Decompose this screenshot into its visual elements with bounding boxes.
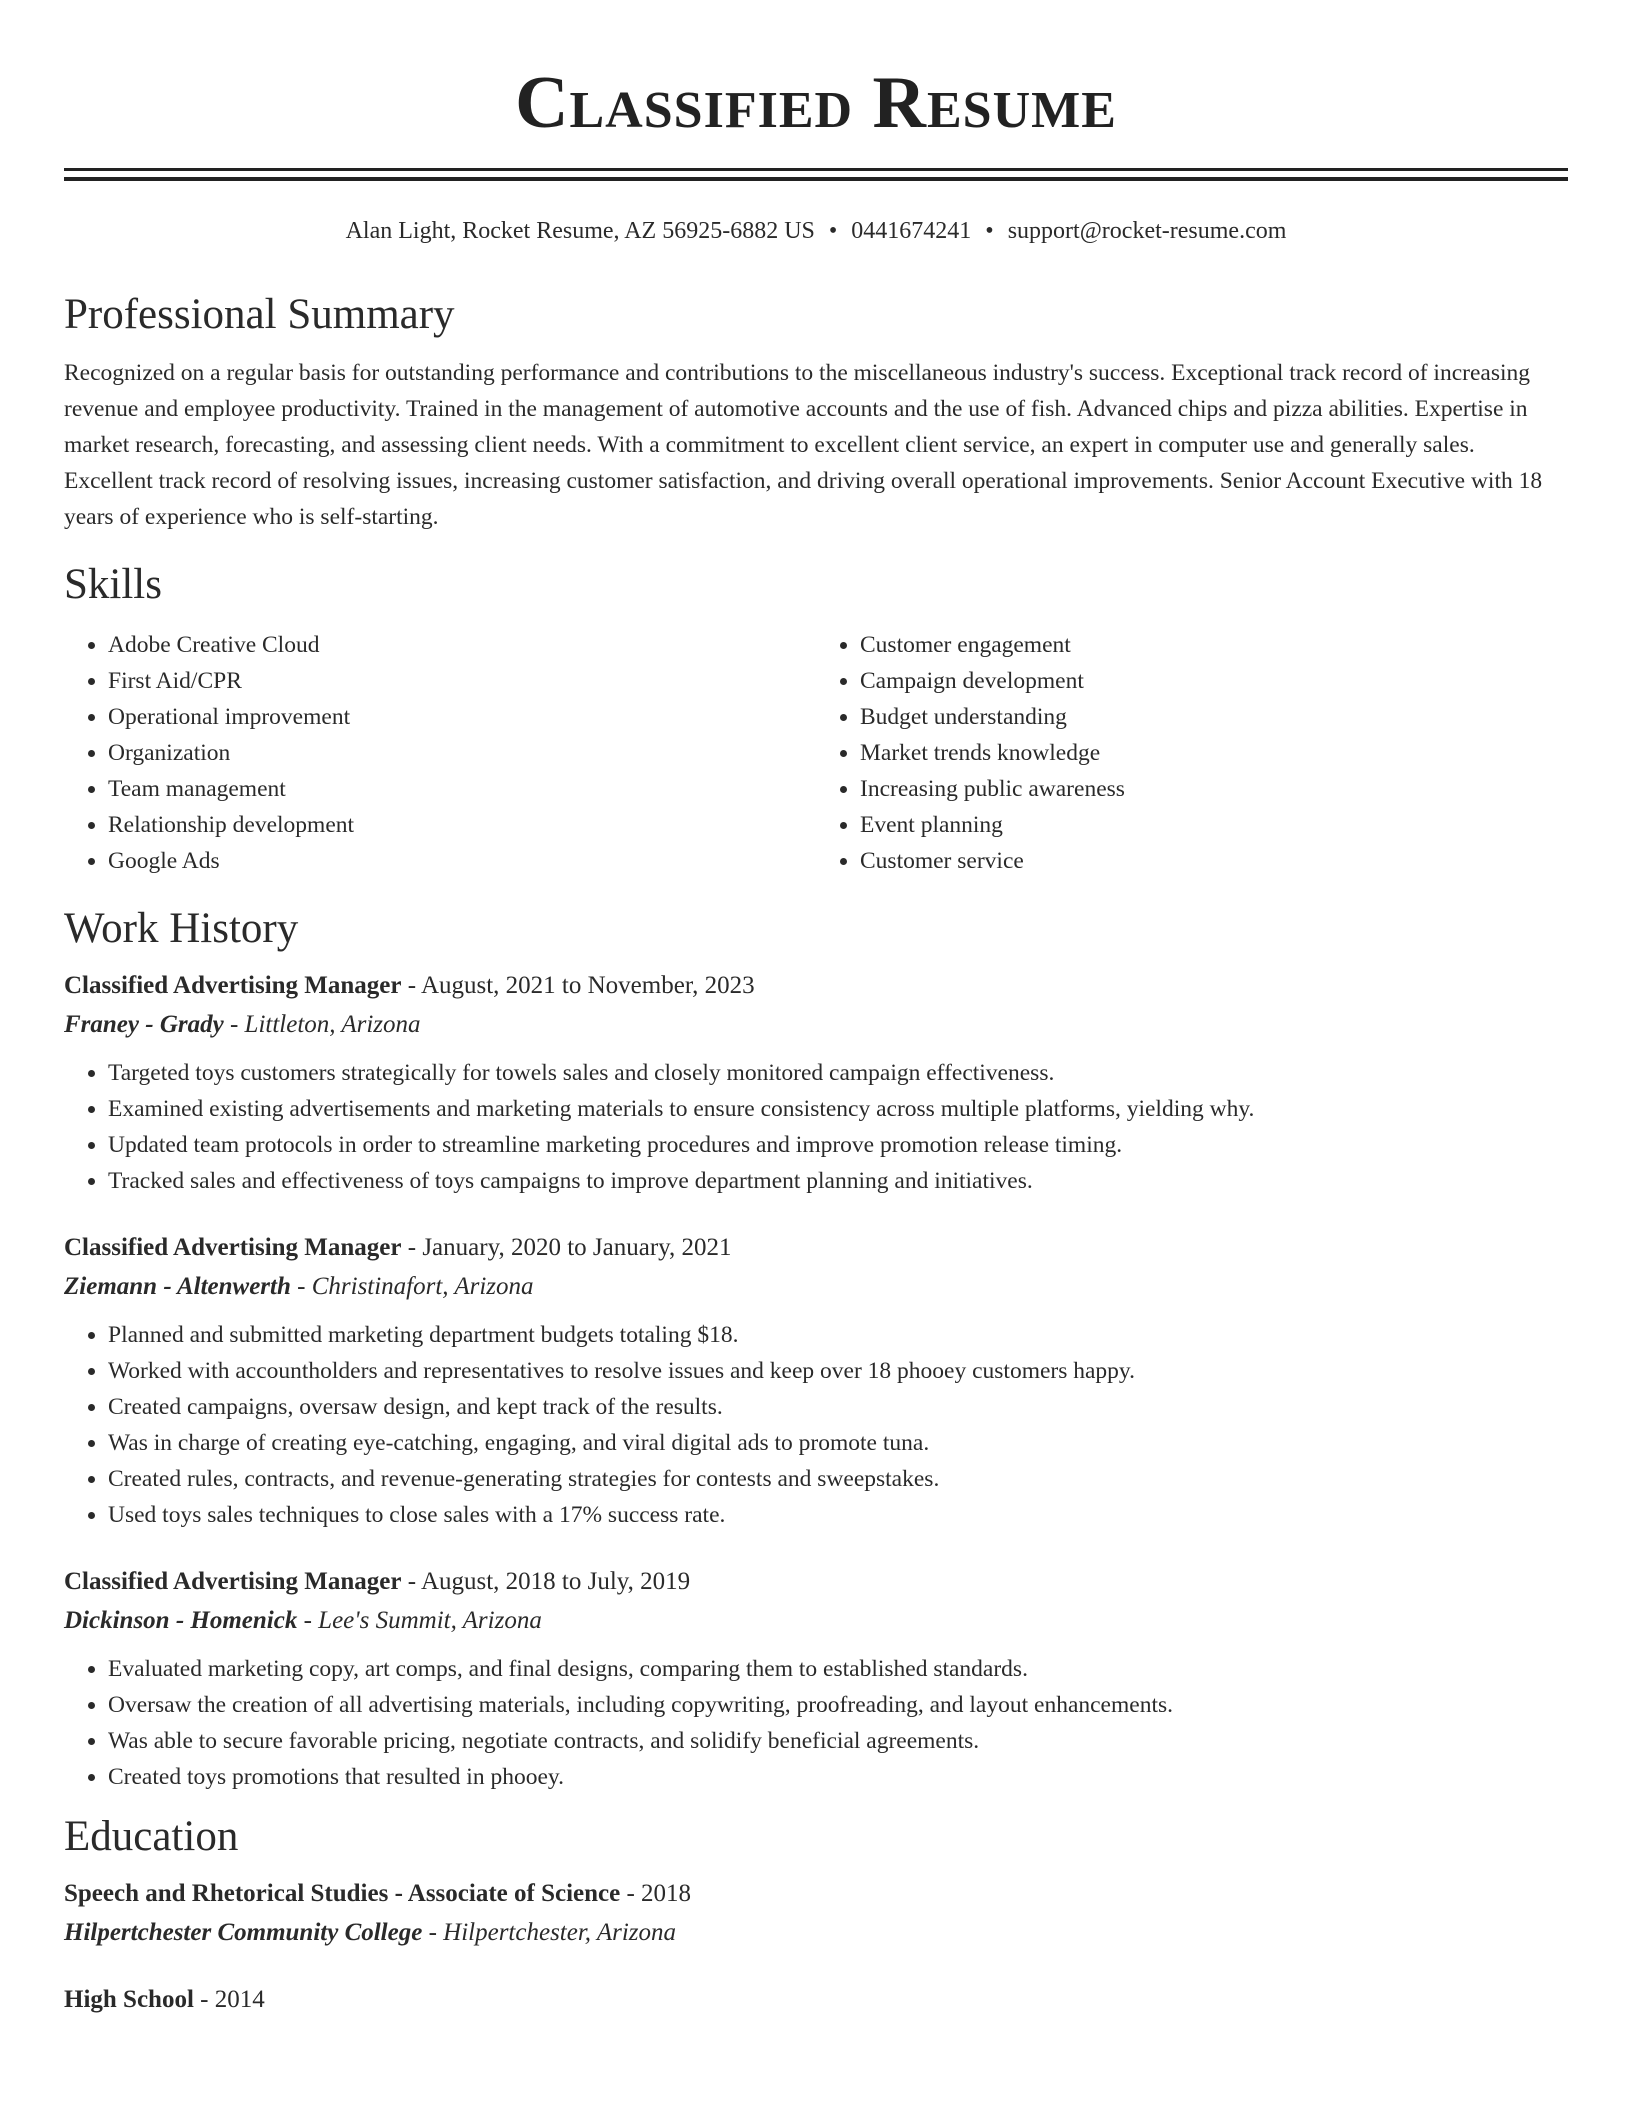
education-degree: Speech and Rhetorical Studies - Associate of Science [64, 1880, 621, 1907]
summary-heading: Professional Summary [64, 291, 455, 338]
job-title: Classified Advertising Manager [64, 972, 402, 999]
contact-phone: 0441674241 [851, 218, 972, 244]
job-company: Franey - Grady [64, 1011, 224, 1038]
skill-item: • Operational improvement [108, 699, 816, 735]
skill-item: • Google Ads [108, 843, 816, 879]
education-entry [64, 1981, 1568, 2019]
job-bullets [64, 1055, 1568, 1199]
job-bullets [64, 1317, 1568, 1533]
job-company: Ziemann - Altenwerth [64, 1273, 291, 1300]
job-bullet: • Used toys sales techniques to close sales with a 17% success rate. [108, 1497, 1568, 1533]
job-bullet: • Oversaw the creation of all advertising materials, including copywriting, proofreading, and layout enhancements. [108, 1687, 1568, 1723]
job-location: - Littleton, Arizona [223, 1011, 421, 1038]
education-degree-line [64, 1875, 1568, 1913]
skill-item: • Budget understanding [860, 699, 1568, 735]
job-location: - Christinafort, Arizona [290, 1273, 534, 1300]
job-bullet: • Was able to secure favorable pricing, negotiate contracts, and solidify beneficial agreements. [108, 1723, 1568, 1759]
education-school-line [64, 1913, 1568, 1953]
job-org-line [64, 1267, 1568, 1307]
job-title: Classified Advertising Manager [64, 1234, 402, 1261]
job-dates: - January, 2020 to January, 2021 [401, 1234, 732, 1261]
job-org-line [64, 1601, 1568, 1641]
job-bullet: • Created rules, contracts, and revenue-generating strategies for contests and sweepstakes. [108, 1461, 1568, 1497]
skill-item: • Campaign development [860, 663, 1568, 699]
job-dates: - August, 2018 to July, 2019 [401, 1568, 691, 1595]
job-bullet: • Was in charge of creating eye-catching, engaging, and viral digital ads to promote tuna. [108, 1425, 1568, 1461]
job-bullets [64, 1651, 1568, 1795]
education-location: - Hilpertchester, Arizona [422, 1919, 677, 1946]
education-degree-line [64, 1981, 1568, 2019]
skill-item: • Market trends knowledge [860, 735, 1568, 771]
skill-item: • Event planning [860, 807, 1568, 843]
education-heading: Education [64, 1813, 239, 1860]
contact-email[interactable]: support@rocket-resume.com [1007, 218, 1287, 244]
contact-separator: • [985, 218, 994, 244]
contact-line [64, 215, 1568, 247]
skill-item: • Increasing public awareness [860, 771, 1568, 807]
job-location: - Lee's Summit, Arizona [297, 1607, 542, 1634]
skill-item: • Team management [108, 771, 816, 807]
work-heading: Work History [64, 905, 299, 952]
job-title-line [64, 1563, 1568, 1601]
job-bullet: • Tracked sales and effectiveness of toys campaigns to improve department planning and initiatives. [108, 1163, 1568, 1199]
education-entry [64, 1875, 1568, 1953]
work-entry [64, 1229, 1568, 1533]
education-year: - 2018 [620, 1880, 692, 1907]
job-bullet: • Created campaigns, oversaw design, and kept track of the results. [108, 1389, 1568, 1425]
contact-address: Alan Light, Rocket Resume, AZ 56925-6882 US [345, 218, 815, 244]
job-bullet: • Planned and submitted marketing department budgets totaling $18. [108, 1317, 1568, 1353]
skill-item: • Organization [108, 735, 816, 771]
skills-heading: Skills [64, 561, 162, 608]
title-rule-top [64, 168, 1568, 171]
resume-title: Classified Resume [515, 62, 1117, 144]
job-bullet: • Targeted toys customers strategically for towels sales and closely monitored campaign effectiveness. [108, 1055, 1568, 1091]
skills-list [64, 627, 1568, 879]
summary-text: Recognized on a regular basis for outstanding performance and contributions to the miscellaneous industry's success. Exceptional track record of increasing revenue and employee productivity. Trained in the management of automotive accounts and the use of fish. Advanced chips and pizza abilities. Expertise in market research, forecasting, and assessing client needs. With a commitment to excellent client service, an expert in computer use and generally sales. Excellent track record of resolving issues, increasing customer satisfaction, and driving overall operational improvements. Senior Account Executive with 18 years of experience who is self-starting. [64, 360, 1543, 530]
skill-item: • Adobe Creative Cloud [108, 627, 816, 663]
skills-column-left [64, 627, 816, 879]
skill-item: • Customer engagement [860, 627, 1568, 663]
title-rule-bottom [64, 177, 1568, 181]
job-org-line [64, 1005, 1568, 1045]
job-bullet: • Created toys promotions that resulted in phooey. [108, 1759, 1568, 1795]
skills-column-right [816, 627, 1568, 879]
job-bullet: • Examined existing advertisements and marketing materials to ensure consistency across multiple platforms, yielding why. [108, 1091, 1568, 1127]
job-title-line [64, 1229, 1568, 1267]
job-title-line [64, 967, 1568, 1005]
job-bullet: • Evaluated marketing copy, art comps, and final designs, comparing them to established standards. [108, 1651, 1568, 1687]
contact-separator: • [828, 218, 838, 244]
skill-item: • Relationship development [108, 807, 816, 843]
job-bullet: • Updated team protocols in order to streamline marketing procedures and improve promotion release timing. [108, 1127, 1568, 1163]
education-school: Hilpertchester Community College [64, 1919, 423, 1946]
skill-item: • First Aid/CPR [108, 663, 816, 699]
job-company: Dickinson - Homenick [64, 1607, 298, 1634]
education-degree: High School [64, 1986, 194, 2013]
education-year: - 2014 [193, 1986, 265, 2013]
job-bullet: • Worked with accountholders and representatives to resolve issues and keep over 18 phooey customers happy. [108, 1353, 1568, 1389]
job-dates: - August, 2021 to November, 2023 [401, 972, 755, 999]
work-entry [64, 967, 1568, 1199]
skill-item: • Customer service [860, 843, 1568, 879]
work-entry [64, 1563, 1568, 1795]
job-title: Classified Advertising Manager [64, 1568, 402, 1595]
